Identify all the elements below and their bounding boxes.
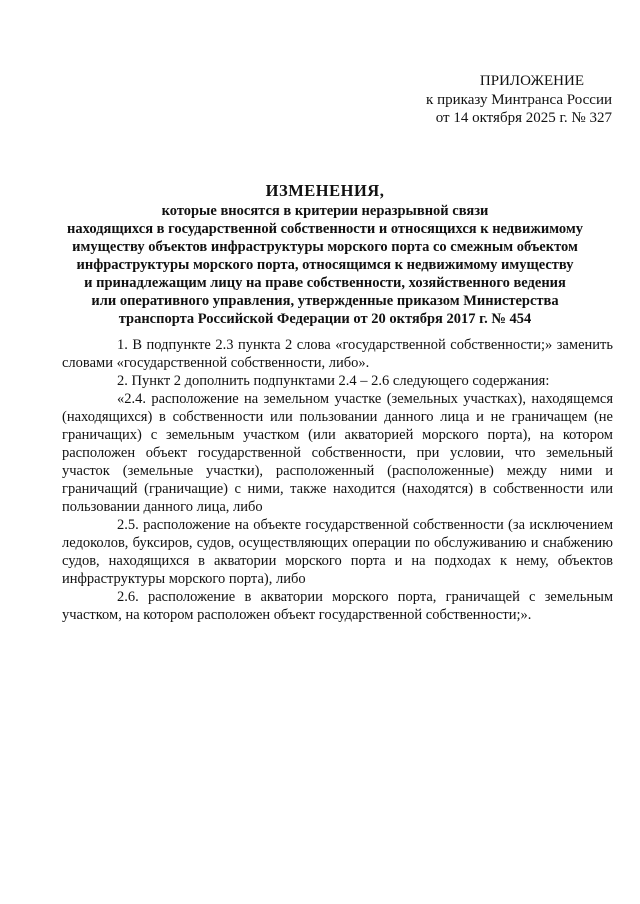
heading-line: или оперативного управления, утвержденные приказом Министерства [91,293,559,309]
annex-order-reference: к приказу Минтранса России [426,91,612,108]
heading-line: которые вносятся в критерии неразрывной связи [161,203,489,219]
subparagraph-2-4: «2.4. расположение на земельном участке (земельных участках), находящемся (находящихся) в собственности или пользовании данного лица и не граничащем (не граничащих) с земельным участком (или акваторией морского порта), на котором расположен объект государственной собственности, при условии, что земельный участок (земельные участки), расположенный (расположенные) между ними и граничащий (граничащие) с ними, также находится (находятся) в собственности или пользовании данного лица, либо [62,391,613,515]
annex-title: ПРИЛОЖЕНИЕ [479,73,584,89]
paragraph-1: 1. В подпункте 2.3 пункта 2 слова «государственной собственности;» заменить словами «государственной собственности, либо». [62,337,613,371]
annex-header [352,72,612,128]
heading-line: и принадлежащим лицу на праве собственности, хозяйственного ведения [84,275,566,291]
document-heading [40,180,610,328]
heading-line: имуществу объектов инфраструктуры морского порта со смежным объектом [72,239,578,255]
subparagraph-2-5: 2.5. расположение на объекте государственной собственности (за исключением ледоколов, буксиров, судов, осуществляющих операции по обслуживанию и снабжению судов, находящихся в акватории морского порта и на подходах к нему, объектов инфраструктуры морского порта), либо [62,517,613,587]
document-body [62,336,613,624]
heading-line: находящихся в государственной собственности и относящихся к недвижимому [67,221,583,237]
document-title: ИЗМЕНЕНИЯ, [265,181,385,200]
subparagraph-2-6: 2.6. расположение в акватории морского порта, граничащей с земельным участком, на котором расположен объект государственной собственности;». [62,589,613,623]
heading-line: инфраструктуры морского порта, относящимся к недвижимому имуществу [76,257,574,273]
heading-line: транспорта Российской Федерации от 20 октября 2017 г. № 454 [118,311,532,327]
paragraph-2: 2. Пункт 2 дополнить подпунктами 2.4 – 2.6 следующего содержания: [117,373,550,389]
annex-order-date-number: от 14 октября 2025 г. № 327 [435,110,612,126]
